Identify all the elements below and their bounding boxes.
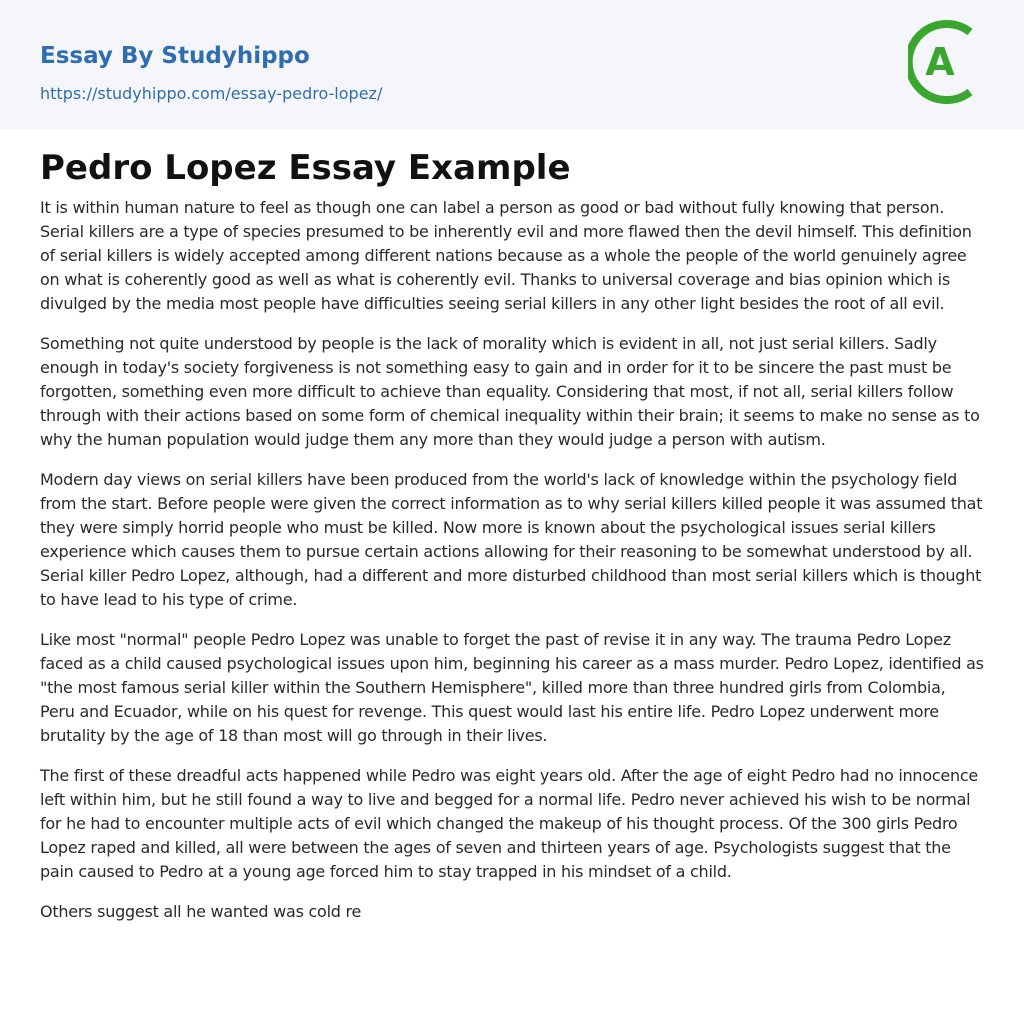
paragraph-4: Like most "normal" people Pedro Lopez was unable to forget the past of revise it in any way. The trauma Pedro Lopez faced as a child caused psychological issues upon him, beginning his career as a mass murder. Pedro Lopez, identified as "the most famous serial killer within the Southern Hemisphere", killed more than three hundred girls from Colombia, Peru and Ecuador, while on his quest for revenge. This quest would last his entire life. Pedro Lopez underwent more brutality by the age of 18 than most will go through in their lives. (40, 630, 984, 745)
brand-title[interactable]: Essay By Studyhippo (40, 43, 310, 69)
paragraph-6-truncated: Others suggest all he wanted was cold re (40, 902, 362, 921)
paragraph-1: It is within human nature to feel as though one can label a person as good or bad without fully knowing that person. Serial killers are a type of species presumed to be inherently evil and more flawed then the devil himself. This definition of serial killers is widely accepted among different nations because as a whole the people of the world genuinely agree on what is coherently good as well as what is coherently evil. Thanks to universal coverage and bias opinion which is divulged by the media most people have difficulties seeing serial killers in any other light besides the root of all evil. (40, 198, 972, 313)
paragraph-2: Something not quite understood by people is the lack of morality which is evident in all, not just serial killers. Sadly enough in today's society forgiveness is not something easy to gain and in order for it to be sincere the past must be forgotten, something even more difficult to achieve than equality. Considering that most, if not all, serial killers follow through with their actions based on some form of chemical inequality within their brain; it seems to make no sense as to why the human population would judge them any more than they would judge a person with autism. (40, 334, 980, 449)
logo-letter: A (925, 40, 955, 84)
site-header (0, 0, 1024, 129)
studyhippo-logo-icon[interactable] (908, 17, 988, 107)
paragraph-5: The first of these dreadful acts happened while Pedro was eight years old. After the age of eight Pedro had no innocence left within him, but he still found a way to live and begged for a normal life. Pedro never achieved his wish to be normal for he had to encounter multiple acts of evil which changed the makeup of his thought process. Of the 300 girls Pedro Lopez raped and killed, all were between the ages of seven and thirteen years of age. Psychologists suggest that the pain caused to Pedro at a young age forced him to stay trapped in his mindset of a child. (40, 766, 979, 881)
article (40, 146, 984, 940)
page-title: Pedro Lopez Essay Example (40, 148, 571, 188)
paragraph-3: Modern day views on serial killers have been produced from the world's lack of knowledge within the psychology field from the start. Before people were given the correct information as to why serial killers killed people it was assumed that they were simply horrid people who must be killed. Now more is known about the psychological issues serial killers experience which causes them to pursue certain actions allowing for their reasoning to be somewhat understood by all. Serial killer Pedro Lopez, although, had a different and more disturbed childhood than most serial killers which is thought to have lead to his type of crime. (40, 470, 983, 609)
essay-url-link[interactable]: https://studyhippo.com/essay-pedro-lopez/ (40, 84, 383, 103)
